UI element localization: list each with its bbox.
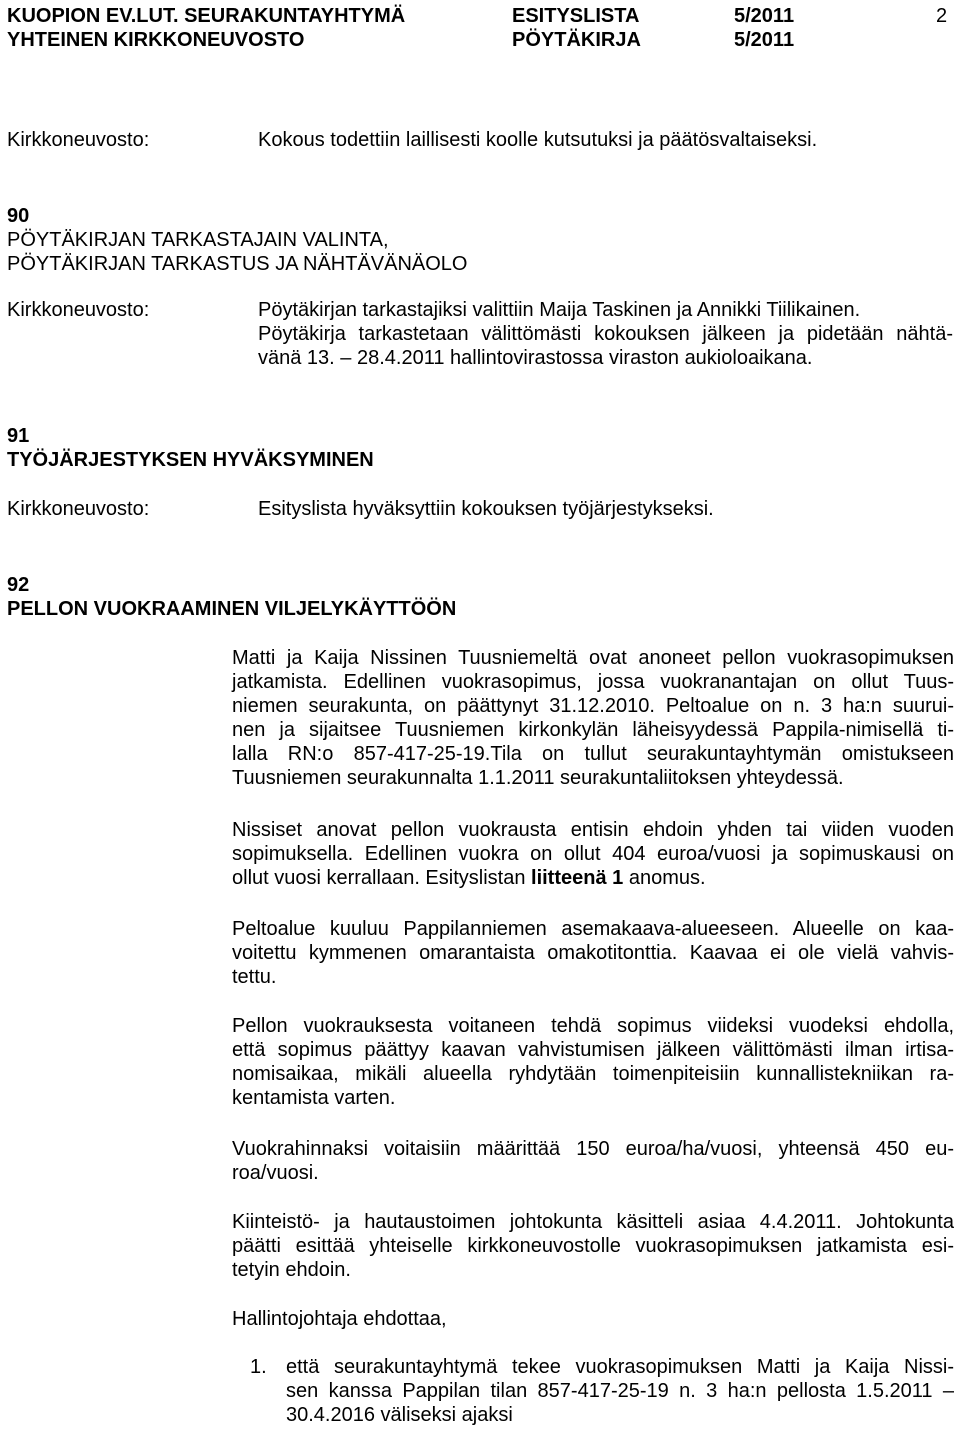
doc-type-minutes: PÖYTÄKIRJA <box>512 29 641 51</box>
section-91-text: Esityslista hyväksyttiin kokouksen työjärjestykseksi. <box>258 498 714 520</box>
section-90-text <box>258 298 953 370</box>
text-line: niemen seurakunta, on päättynyt 31.12.2010. Peltoalue on n. 3 ha:n suurui- <box>232 695 954 717</box>
doc-type-agenda: ESITYSLISTA <box>512 5 640 27</box>
section-90-label: Kirkkoneuvosto: <box>7 299 150 321</box>
list-item-text <box>286 1355 954 1427</box>
text-line: Vuokrahinnaksi voitaisiin määrittää 150 euroa/ha/vuosi, yhteensä 450 eu- <box>232 1138 954 1160</box>
minutes-number: 5/2011 <box>734 29 795 51</box>
agenda-number: 5/2011 <box>734 5 795 27</box>
text-line: voitettu kymmenen omarantaista omakotitonttia. Kaavaa ei ole vielä vahvis- <box>232 942 954 964</box>
text-line: Peltoalue kuuluu Pappilanniemen asemakaava-alueeseen. Alueelle on kaa- <box>232 918 954 940</box>
text-line <box>232 866 954 890</box>
section-91-number: 91 <box>7 425 30 447</box>
text-line: päätti esittää yhteiselle kirkkoneuvostolle vuokrasopimuksen jatkamista esi- <box>232 1235 954 1257</box>
attachment-reference: liitteenä 1 <box>531 867 624 889</box>
paragraph-5 <box>232 1137 954 1185</box>
intro-text: Kokous todettiin laillisesti koolle kutsutuksi ja päätösvaltaiseksi. <box>258 129 818 151</box>
page-number: 2 <box>936 5 948 27</box>
section-90-number: 90 <box>7 205 30 227</box>
intro-label: Kirkkoneuvosto: <box>7 129 150 151</box>
text-line: tettu. <box>232 966 277 988</box>
section-90-title-line1: PÖYTÄKIRJAN TARKASTAJAIN VALINTA, <box>7 229 389 251</box>
text-line: nomisaikaa, mikäli alueella ryhdytään toimenpiteisiin kunnallistekniikan ra- <box>232 1063 954 1085</box>
text-line: Pöytäkirjan tarkastajiksi valittiin Maija Taskinen ja Annikki Tiilikainen. <box>258 299 861 321</box>
paragraph-4 <box>232 1014 954 1110</box>
text-line: sen kanssa Pappilan tilan 857-417-25-19 n. 3 ha:n pellosta 1.5.2011 – <box>286 1380 954 1402</box>
section-92-number: 92 <box>7 574 30 596</box>
text-line: 30.4.2016 väliseksi ajaksi <box>286 1404 513 1426</box>
section-92-title: PELLON VUOKRAAMINEN VILJELYKÄYTTÖÖN <box>7 598 457 620</box>
text-line: Nissiset anovat pellon vuokrausta entisin ehdoin yhden tai viiden vuoden <box>232 819 954 841</box>
paragraph-2 <box>232 818 954 890</box>
text-fragment: anomus. <box>623 867 706 889</box>
text-line: Pöytäkirja tarkastetaan välittömästi kokouksen jälkeen ja pidetään nähtä- <box>258 323 953 345</box>
text-line: kentamista varten. <box>232 1087 396 1109</box>
text-line: roa/vuosi. <box>232 1162 319 1184</box>
text-line: Tuusniemen seurakunnalta 1.1.2011 seurakuntaliitoksen yhteydessä. <box>232 767 844 789</box>
text-line: Matti ja Kaija Nissinen Tuusniemeltä ovat anoneet pellon vuokrasopimuksen <box>232 647 954 669</box>
text-line: Kiinteistö- ja hautaustoimen johtokunta käsitteli asiaa 4.4.2011. Johtokunta <box>232 1211 954 1233</box>
section-91-label: Kirkkoneuvosto: <box>7 498 150 520</box>
text-line: lalla RN:o 857-417-25-19.Tila on tullut seurakuntayhtymän omistukseen <box>232 743 954 765</box>
text-line: vänä 13. – 28.4.2011 hallintovirastossa viraston aukioloaikana. <box>258 347 813 369</box>
text-line: jatkamista. Edellinen vuokrasopimus, jossa vuokranantajan on ollut Tuus- <box>232 671 954 693</box>
text-line: että seurakuntayhtymä tekee vuokrasopimuksen Matti ja Kaija Nissi- <box>286 1356 954 1378</box>
body-name: YHTEINEN KIRKKONEUVOSTO <box>7 29 305 51</box>
paragraph-3 <box>232 917 954 989</box>
proposal-intro: Hallintojohtaja ehdottaa, <box>232 1308 447 1330</box>
text-line: nen ja sijaitsee Tuusniemen kirkonkylän läheisyydessä Pappila-nimisellä ti- <box>232 719 954 741</box>
text-line: tetyin ehdoin. <box>232 1259 351 1281</box>
section-91-title: TYÖJÄRJESTYKSEN HYVÄKSYMINEN <box>7 449 374 471</box>
organization-name: KUOPION EV.LUT. SEURAKUNTAYHTYMÄ <box>7 5 406 27</box>
text-line: sopimuksella. Edellinen vuokra on ollut 404 euroa/vuosi ja sopimuskausi on <box>232 843 954 865</box>
section-90-title-line2: PÖYTÄKIRJAN TARKASTUS JA NÄHTÄVÄNÄOLO <box>7 253 468 275</box>
text-line: Pellon vuokrauksesta voitaneen tehdä sopimus viideksi vuodeksi ehdolla, <box>232 1015 954 1037</box>
text-fragment: ollut vuosi kerrallaan. Esityslistan <box>232 867 532 889</box>
list-number: 1. <box>250 1356 267 1378</box>
paragraph-1 <box>232 646 954 790</box>
text-line: että sopimus päättyy kaavan vahvistumisen jälkeen välittömästi ilman irtisa- <box>232 1039 954 1061</box>
paragraph-6 <box>232 1210 954 1282</box>
